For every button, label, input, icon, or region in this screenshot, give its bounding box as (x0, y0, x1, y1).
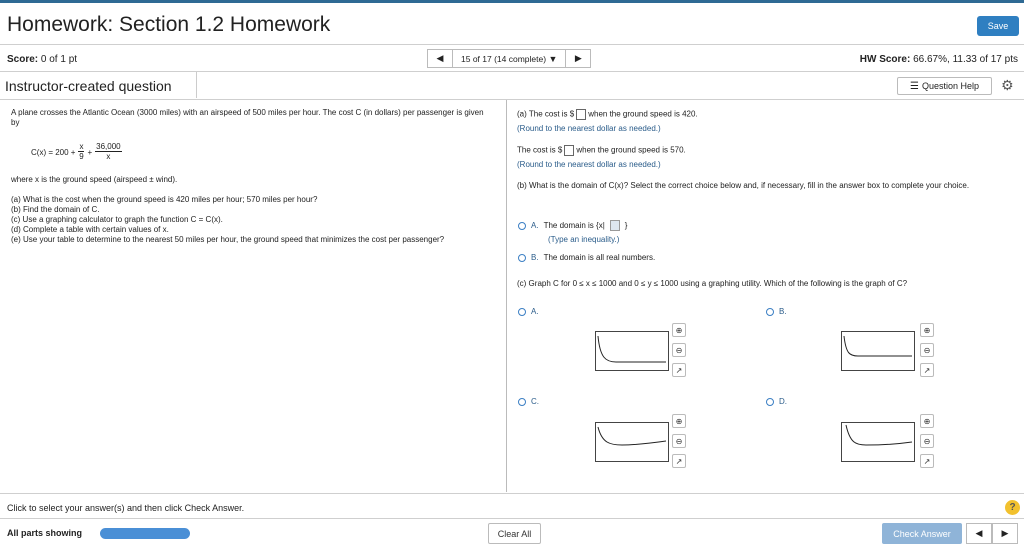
graph-c-tools (672, 414, 686, 468)
footer-hint: Click to select your answer(s) and then click Check Answer. (7, 503, 245, 513)
divider (0, 71, 1024, 72)
question-type-title: Instructor-created question (5, 78, 172, 94)
answer-a-prefix: (a) The cost is $ (517, 109, 575, 119)
problem-intro: A plane crosses the Atlantic Ocean (3000 miles) with an airspeed of 500 miles per hour. The cost C (in dollars) per passenger is given by (11, 108, 484, 127)
divider (0, 99, 1024, 100)
variable-definition: where x is the ground speed (airspeed ± wind). (11, 175, 178, 184)
fraction-x-over-9 (78, 142, 84, 161)
domain-option-a[interactable] (518, 220, 627, 231)
fraction-denominator: x (106, 152, 111, 161)
fraction-numerator: 36,000 (96, 142, 121, 151)
panel-divider (506, 100, 507, 492)
plus-sign: + (87, 147, 93, 157)
divider (0, 44, 1024, 45)
domain-b-text: The domain is all real numbers. (543, 253, 656, 262)
answer-nav (966, 523, 1018, 544)
answer-c-prompt: (c) Graph C for 0 ≤ x ≤ 1000 and 0 ≤ y ≤ 1000 using a graphing utility. Which of the following is the graph of C? (517, 279, 908, 288)
divider (0, 518, 1024, 519)
answer-a-round-hint: (Round to the nearest dollar as needed.) (517, 124, 661, 133)
domain-a-hint: (Type an inequality.) (548, 235, 620, 244)
divider (0, 493, 1024, 494)
part-b: (b) Find the domain of C. (11, 205, 100, 214)
graph-c-plot (595, 422, 669, 462)
right-arrow-icon: ▶ (574, 53, 582, 63)
radio-domain-b[interactable] (518, 254, 526, 262)
score-display (7, 54, 77, 65)
gear-icon[interactable]: ⚙ (1001, 77, 1014, 93)
zoom-out-icon[interactable]: ⊖ (920, 434, 934, 448)
answer-a-suffix: when the ground speed is 420. (588, 109, 698, 119)
option-letter: D. (779, 397, 787, 406)
radio-domain-a[interactable] (518, 222, 526, 230)
page-title: Homework: Section 1.2 Homework (7, 13, 331, 36)
option-letter: B. (531, 253, 539, 262)
prev-part-button[interactable] (966, 523, 992, 544)
graph-d-tools (920, 414, 934, 468)
divider (196, 72, 197, 98)
next-question-button[interactable] (565, 49, 591, 68)
right-arrow-icon: ▶ (1001, 528, 1009, 538)
graph-option-c[interactable] (518, 397, 539, 407)
option-letter: A. (531, 307, 539, 316)
option-letter: B. (779, 307, 787, 316)
question-pager (427, 49, 591, 68)
graph-option-d[interactable] (766, 397, 787, 407)
top-accent-line (0, 0, 1024, 3)
answer-a-line1 (517, 109, 698, 120)
graph-a-plot (595, 331, 669, 371)
radio-graph-a[interactable] (518, 308, 526, 316)
part-c: (c) Use a graphing calculator to graph the function C = C(x). (11, 215, 223, 224)
zoom-in-icon[interactable]: ⊕ (920, 323, 934, 337)
score-value: 0 of 1 pt (40, 54, 78, 65)
zoom-in-icon[interactable]: ⊕ (672, 323, 686, 337)
question-help-label: Question Help (921, 81, 979, 91)
next-part-button[interactable] (992, 523, 1018, 544)
option-letter: C. (531, 397, 539, 406)
domain-a-close: } (624, 220, 628, 230)
graph-a-curve (596, 332, 668, 370)
graph-c-curve (596, 423, 668, 461)
answer-a-input-420[interactable] (576, 109, 586, 120)
domain-a-text: The domain is {x| (543, 220, 605, 230)
fraction-36000-over-x (95, 142, 121, 161)
graph-b-tools (920, 323, 934, 377)
graph-option-b[interactable] (766, 307, 787, 317)
popout-icon[interactable]: ↗ (920, 363, 934, 377)
answer-a2-suffix: when the ground speed is 570. (576, 145, 686, 155)
graph-b-curve (842, 332, 914, 370)
answer-b-prompt: (b) What is the domain of C(x)? Select the correct choice below and, if necessary, fill in the answer box to complete your choice. (517, 181, 970, 190)
part-e: (e) Use your table to determine to the nearest 50 miles per hour, the ground speed that minimizes the cost per passenger? (11, 235, 445, 244)
option-letter: A. (531, 220, 539, 230)
zoom-out-icon[interactable]: ⊖ (672, 343, 686, 357)
fraction-denominator: 9 (79, 152, 84, 161)
pager-text: 15 of 17 (14 complete) (461, 53, 547, 64)
popout-icon[interactable]: ↗ (672, 454, 686, 468)
prev-question-button[interactable] (427, 49, 453, 68)
graph-d-plot (841, 422, 915, 462)
graph-d-curve (842, 423, 914, 461)
curve-path (598, 336, 666, 362)
answer-a-line2 (517, 145, 686, 156)
zoom-in-icon[interactable]: ⊕ (920, 414, 934, 428)
graph-a-tools (672, 323, 686, 377)
domain-inequality-input[interactable] (610, 220, 620, 231)
graph-option-a[interactable] (518, 307, 539, 317)
cost-formula (31, 144, 122, 161)
radio-graph-d[interactable] (766, 398, 774, 406)
progress-bar (100, 528, 190, 539)
part-a: (a) What is the cost when the ground speed is 420 miles per hour; 570 miles per hour? (11, 195, 318, 204)
chevron-down-icon: ▼ (548, 53, 558, 64)
fraction-numerator: x (79, 142, 84, 151)
answer-a2-prefix: The cost is $ (517, 145, 563, 155)
check-answer-button[interactable]: Check Answer (882, 523, 962, 544)
hw-score-label: HW Score: (859, 54, 911, 65)
popout-icon[interactable]: ↗ (920, 454, 934, 468)
save-button[interactable]: Save (977, 16, 1019, 36)
graph-b-plot (841, 331, 915, 371)
part-d: (d) Complete a table with certain values of x. (11, 225, 169, 234)
left-arrow-icon: ◀ (975, 528, 983, 538)
radio-graph-c[interactable] (518, 398, 526, 406)
help-icon[interactable]: ? (1005, 500, 1020, 515)
answer-a2-round-hint: (Round to the nearest dollar as needed.) (517, 160, 661, 169)
answer-a-input-570[interactable] (564, 145, 574, 156)
hw-score-value: 66.67%, 11.33 of 17 pts (913, 54, 1018, 65)
formula-lhs: C(x) = 200 + (31, 147, 76, 157)
hw-score-display (860, 54, 1018, 65)
question-help-button[interactable] (897, 77, 992, 95)
score-label: Score: (7, 54, 39, 65)
curve-path (844, 336, 912, 356)
zoom-out-icon[interactable]: ⊖ (920, 343, 934, 357)
problem-parts (11, 195, 481, 245)
zoom-in-icon[interactable]: ⊕ (672, 414, 686, 428)
radio-graph-b[interactable] (766, 308, 774, 316)
curve-path (846, 425, 912, 445)
popout-icon[interactable]: ↗ (672, 363, 686, 377)
all-parts-label: All parts showing (7, 528, 83, 538)
list-icon: ☰ (909, 80, 919, 92)
domain-option-b[interactable] (518, 253, 655, 263)
question-selector[interactable] (453, 49, 565, 68)
curve-path (598, 427, 666, 445)
clear-all-button[interactable]: Clear All (488, 523, 541, 544)
left-arrow-icon: ◀ (436, 53, 444, 63)
zoom-out-icon[interactable]: ⊖ (672, 434, 686, 448)
